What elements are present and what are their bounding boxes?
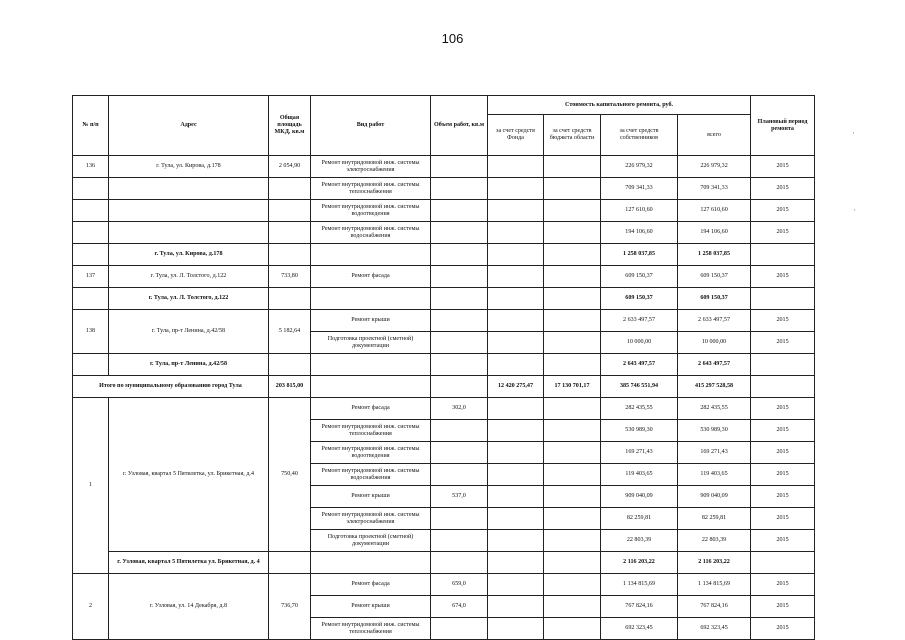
- row-fund: [488, 618, 544, 640]
- row-region: [544, 178, 601, 200]
- row-work: Ремонт внутридомовой инж. системы теплоснабжения: [311, 178, 431, 200]
- table-row: [73, 200, 815, 222]
- row-address: г. Тула, ул. Кирова, д.178: [109, 244, 269, 266]
- table-row-subtotal: [73, 354, 815, 376]
- row-total: 2 116 203,22: [678, 552, 751, 574]
- row-work: [311, 552, 431, 574]
- row-area: [269, 552, 311, 574]
- row-period: [751, 244, 815, 266]
- row-num: [73, 222, 109, 244]
- row-owners: 282 435,55: [601, 398, 678, 420]
- row-region: [544, 420, 601, 442]
- row-period: 2015: [751, 398, 815, 420]
- row-total: 609 150,37: [678, 266, 751, 288]
- row-volume: [431, 288, 488, 310]
- row-volume: [431, 552, 488, 574]
- row-period: 2015: [751, 464, 815, 486]
- row-total: 282 435,55: [678, 398, 751, 420]
- row-num: [73, 354, 109, 376]
- row-volume: 302,0: [431, 398, 488, 420]
- row-total: 2 643 497,57: [678, 354, 751, 376]
- row-address: [109, 200, 269, 222]
- row-period: 2015: [751, 200, 815, 222]
- row-volume: [431, 332, 488, 354]
- row-total: 82 259,81: [678, 508, 751, 530]
- row-total: 530 989,30: [678, 420, 751, 442]
- row-fund: [488, 464, 544, 486]
- row-period: [751, 552, 815, 574]
- header-cost-group: Стоимость капитального ремонта, руб.: [488, 96, 751, 115]
- table-row-grand-total: [73, 376, 815, 398]
- row-region: [544, 222, 601, 244]
- table-row: [73, 222, 815, 244]
- row-work: Ремонт внутридомовой инж. системы электроснабжения: [311, 508, 431, 530]
- row-fund: [488, 332, 544, 354]
- row-work: Ремонт внутридомовой инж. системы водоснабжения: [311, 464, 431, 486]
- row-volume: 537,0: [431, 486, 488, 508]
- row-period: [751, 376, 815, 398]
- row-region: [544, 288, 601, 310]
- row-work: Ремонт внутридомовой инж. системы водоснабжения: [311, 222, 431, 244]
- row-period: 2015: [751, 266, 815, 288]
- row-num: 138: [73, 310, 109, 354]
- row-volume: [431, 618, 488, 640]
- row-volume: [431, 222, 488, 244]
- row-owners: 169 271,43: [601, 442, 678, 464]
- row-fund: [488, 508, 544, 530]
- row-period: 2015: [751, 442, 815, 464]
- row-num: 1: [73, 398, 109, 574]
- row-work: Ремонт фасада: [311, 398, 431, 420]
- row-total: 127 610,60: [678, 200, 751, 222]
- row-region: [544, 332, 601, 354]
- row-work: Подготовка проектной (сметной) документации: [311, 332, 431, 354]
- row-work: [311, 354, 431, 376]
- row-region: [544, 552, 601, 574]
- row-address: г. Тула, ул. Л. Толстого, д.122: [109, 266, 269, 288]
- row-owners: 2 643 497,57: [601, 354, 678, 376]
- row-volume: [431, 530, 488, 552]
- row-region: [544, 244, 601, 266]
- row-owners: 609 150,37: [601, 266, 678, 288]
- row-owners: 10 000,00: [601, 332, 678, 354]
- row-volume: 659,0: [431, 574, 488, 596]
- row-total: 169 271,43: [678, 442, 751, 464]
- page-number: 106: [441, 31, 464, 46]
- row-work: Ремонт внутридомовой инж. системы водоотведения: [311, 442, 431, 464]
- row-total: 909 040,09: [678, 486, 751, 508]
- row-owners: 385 746 551,94: [601, 376, 678, 398]
- table-row-subtotal: [73, 244, 815, 266]
- row-total: 415 297 528,58: [678, 376, 751, 398]
- row-period: 2015: [751, 222, 815, 244]
- row-area: 203 815,00: [269, 376, 311, 398]
- row-period: 2015: [751, 574, 815, 596]
- row-owners: 2 116 203,22: [601, 552, 678, 574]
- table-row: [73, 266, 815, 288]
- row-period: 2015: [751, 530, 815, 552]
- header-total: всего: [678, 115, 751, 156]
- row-work: Ремонт внутридомовой инж. системы водоотведения: [311, 200, 431, 222]
- row-volume: [431, 244, 488, 266]
- row-period: [751, 354, 815, 376]
- row-work: [311, 376, 431, 398]
- row-period: 2015: [751, 178, 815, 200]
- row-area: [269, 178, 311, 200]
- row-region: [544, 354, 601, 376]
- row-region: [544, 156, 601, 178]
- row-fund: [488, 200, 544, 222]
- row-total: 692 323,45: [678, 618, 751, 640]
- table-row: [73, 156, 815, 178]
- row-fund: [488, 244, 544, 266]
- row-region: [544, 596, 601, 618]
- row-area: 736,70: [269, 574, 311, 640]
- row-volume: [431, 156, 488, 178]
- row-period: 2015: [751, 420, 815, 442]
- row-address: Итого по муниципальному образованию город Тула: [73, 376, 269, 398]
- row-num: [73, 200, 109, 222]
- row-volume: [431, 376, 488, 398]
- row-period: 2015: [751, 618, 815, 640]
- row-area: [269, 354, 311, 376]
- row-fund: [488, 442, 544, 464]
- row-area: 5 182,64: [269, 310, 311, 354]
- row-total: 1 258 037,85: [678, 244, 751, 266]
- row-volume: [431, 310, 488, 332]
- row-area: 750,40: [269, 398, 311, 552]
- row-address: г. Тула, ул. Л. Толстого, д.122: [109, 288, 269, 310]
- row-fund: [488, 354, 544, 376]
- row-fund: [488, 310, 544, 332]
- row-region: [544, 464, 601, 486]
- row-volume: [431, 354, 488, 376]
- row-period: 2015: [751, 332, 815, 354]
- row-work: Ремонт крыши: [311, 310, 431, 332]
- row-work: [311, 288, 431, 310]
- row-address: г. Тула, пр-т Ленина, д.42/58: [109, 354, 269, 376]
- row-address: г. Узловая, квартал 5 Пятилетка ул. Брикетная, д. 4: [109, 552, 269, 574]
- table-row-subtotal: [73, 552, 815, 574]
- row-num: 2: [73, 574, 109, 640]
- row-total: 119 403,65: [678, 464, 751, 486]
- row-fund: [488, 398, 544, 420]
- row-fund: [488, 156, 544, 178]
- row-total: 609 150,37: [678, 288, 751, 310]
- row-owners: 1 134 815,69: [601, 574, 678, 596]
- header-volume: Объем работ, кв.м: [431, 96, 488, 156]
- row-volume: [431, 420, 488, 442]
- row-volume: [431, 200, 488, 222]
- row-period: 2015: [751, 486, 815, 508]
- row-num: [73, 178, 109, 200]
- row-total: 22 803,39: [678, 530, 751, 552]
- row-owners: 692 323,45: [601, 618, 678, 640]
- row-work: Ремонт фасада: [311, 266, 431, 288]
- row-work: [311, 244, 431, 266]
- row-total: 2 633 497,57: [678, 310, 751, 332]
- row-owners: 709 341,33: [601, 178, 678, 200]
- row-period: 2015: [751, 156, 815, 178]
- row-address: [109, 222, 269, 244]
- table-row: [73, 178, 815, 200]
- row-volume: [431, 266, 488, 288]
- row-work: Ремонт внутридомовой инж. системы теплоснабжения: [311, 618, 431, 640]
- row-address: г. Узловая, ул. 14 Декабря, д.8: [109, 574, 269, 640]
- row-work: Ремонт внутридомовой инж. системы теплоснабжения: [311, 420, 431, 442]
- table-row-subtotal: [73, 288, 815, 310]
- table-row: [73, 398, 815, 420]
- row-address: г. Тула, пр-т Ленина, д.42/58: [109, 310, 269, 354]
- row-region: [544, 442, 601, 464]
- row-work: Ремонт внутридомовой инж. системы электроснабжения: [311, 156, 431, 178]
- row-work: Подготовка проектной (сметной) документации: [311, 530, 431, 552]
- table-row: [73, 310, 815, 332]
- header-work-type: Вид работ: [311, 96, 431, 156]
- header-num: № п/п: [73, 96, 109, 156]
- row-area: [269, 244, 311, 266]
- row-owners: 530 989,30: [601, 420, 678, 442]
- scan-speck: ·: [852, 128, 855, 138]
- row-area: [269, 200, 311, 222]
- row-fund: [488, 222, 544, 244]
- row-total: 194 106,60: [678, 222, 751, 244]
- row-owners: 194 106,60: [601, 222, 678, 244]
- row-fund: [488, 552, 544, 574]
- row-num: 136: [73, 156, 109, 178]
- row-fund: [488, 266, 544, 288]
- header-region: за счет средств бюджета области: [544, 115, 601, 156]
- header-address: Адрес: [109, 96, 269, 156]
- scan-speck: ·: [853, 205, 856, 215]
- repair-schedule-table: [72, 95, 815, 640]
- row-owners: 609 150,37: [601, 288, 678, 310]
- row-area: [269, 222, 311, 244]
- row-num: 137: [73, 266, 109, 288]
- row-fund: [488, 288, 544, 310]
- row-region: [544, 618, 601, 640]
- row-total: 226 979,32: [678, 156, 751, 178]
- row-region: [544, 508, 601, 530]
- row-volume: [431, 178, 488, 200]
- row-period: 2015: [751, 596, 815, 618]
- row-address: г. Тула, ул. Кирова, д.178: [109, 156, 269, 178]
- header-owners: за счет средств собственников: [601, 115, 678, 156]
- row-volume: [431, 442, 488, 464]
- row-fund: 12 420 275,47: [488, 376, 544, 398]
- row-owners: 767 824,16: [601, 596, 678, 618]
- row-period: 2015: [751, 508, 815, 530]
- row-owners: 127 610,60: [601, 200, 678, 222]
- row-region: [544, 486, 601, 508]
- row-region: 17 130 701,17: [544, 376, 601, 398]
- row-work: Ремонт фасада: [311, 574, 431, 596]
- row-region: [544, 266, 601, 288]
- row-fund: [488, 178, 544, 200]
- row-owners: 119 403,65: [601, 464, 678, 486]
- row-address: [109, 178, 269, 200]
- row-region: [544, 530, 601, 552]
- row-volume: [431, 464, 488, 486]
- row-region: [544, 398, 601, 420]
- row-num: [73, 244, 109, 266]
- row-area: 2 054,90: [269, 156, 311, 178]
- row-owners: 2 633 497,57: [601, 310, 678, 332]
- row-total: 1 134 815,69: [678, 574, 751, 596]
- row-total: 10 000,00: [678, 332, 751, 354]
- row-num: [73, 288, 109, 310]
- row-total: 767 824,16: [678, 596, 751, 618]
- row-work: Ремонт крыши: [311, 596, 431, 618]
- row-owners: 22 803,39: [601, 530, 678, 552]
- row-volume: 674,0: [431, 596, 488, 618]
- row-owners: 82 259,81: [601, 508, 678, 530]
- row-address: г. Узловая, квартал 5 Пятилетка, ул. Брикетная, д.4: [109, 398, 269, 552]
- row-period: [751, 288, 815, 310]
- row-fund: [488, 486, 544, 508]
- header-fund: за счет средств Фонда: [488, 115, 544, 156]
- row-work: Ремонт крыши: [311, 486, 431, 508]
- row-total: 709 341,33: [678, 178, 751, 200]
- header-area: Общая площадь МКД, кв.м: [269, 96, 311, 156]
- row-region: [544, 200, 601, 222]
- row-period: 2015: [751, 310, 815, 332]
- row-area: [269, 288, 311, 310]
- row-owners: 1 258 037,85: [601, 244, 678, 266]
- row-area: 733,80: [269, 266, 311, 288]
- row-fund: [488, 574, 544, 596]
- row-owners: 909 040,09: [601, 486, 678, 508]
- row-fund: [488, 530, 544, 552]
- row-fund: [488, 596, 544, 618]
- table-row: [73, 574, 815, 596]
- row-fund: [488, 420, 544, 442]
- row-volume: [431, 508, 488, 530]
- row-owners: 226 979,32: [601, 156, 678, 178]
- row-region: [544, 310, 601, 332]
- header-period: Плановый период ремонта: [751, 96, 815, 156]
- row-region: [544, 574, 601, 596]
